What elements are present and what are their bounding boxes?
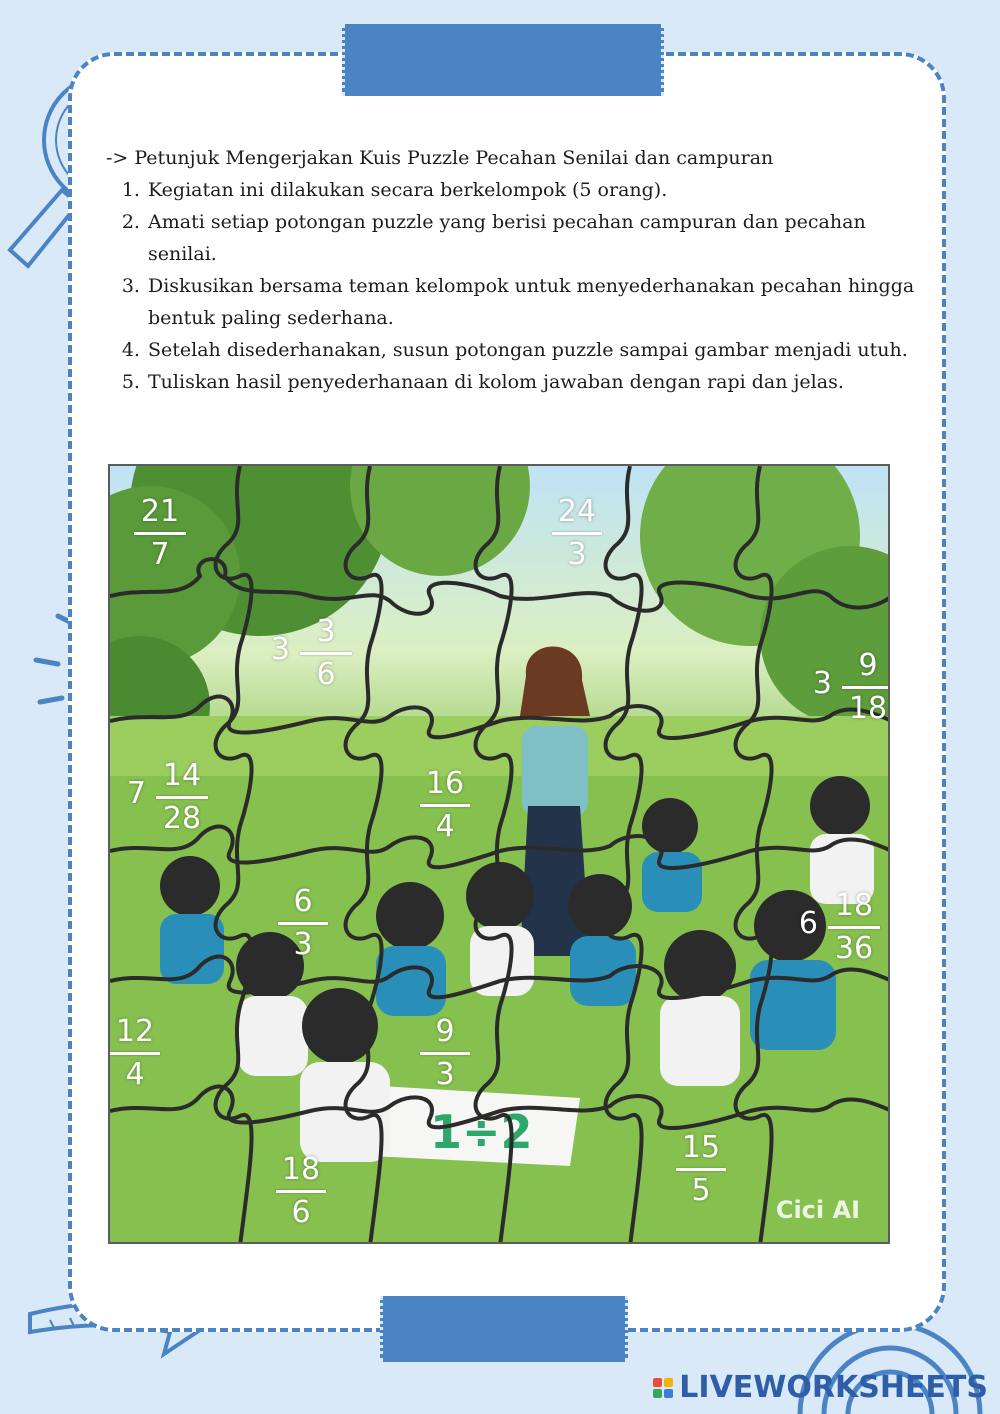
instruction-step: 1. Kegiatan ini dilakukan secara berkelompok (5 orang). bbox=[146, 174, 926, 206]
fraction-label: 18 6 bbox=[276, 1152, 326, 1231]
fraction-label: 16 4 bbox=[420, 766, 470, 845]
instruction-step: 4. Setelah disederhanakan, susun potongan puzzle sampai gambar menjadi utuh. bbox=[146, 334, 926, 366]
fraction-label: 6 3 bbox=[278, 884, 328, 963]
instruction-step: 5. Tuliskan hasil penyederhanaan di kolom jawaban dengan rapi dan jelas. bbox=[146, 366, 926, 398]
fraction-label: 3 3 6 bbox=[300, 614, 352, 693]
logo-icon bbox=[653, 1378, 673, 1398]
fraction-label: 3 9 18 bbox=[842, 648, 890, 727]
fraction-label: 12 4 bbox=[110, 1014, 160, 1093]
fraction-label: 24 3 bbox=[552, 494, 602, 573]
instructions bbox=[106, 142, 926, 398]
instruction-step: 2. Amati setiap potongan puzzle yang berisi pecahan campuran dan pecahan senilai. bbox=[146, 206, 926, 270]
fraction-label: 7 14 28 bbox=[156, 758, 208, 837]
board-text: 1÷2 bbox=[430, 1105, 533, 1159]
instructions-list bbox=[106, 174, 926, 398]
instruction-step: 3. Diskusikan bersama teman kelompok untuk menyederhanakan pecahan hingga bentuk paling sederhana. bbox=[146, 270, 926, 334]
instructions-heading: -> Petunjuk Mengerjakan Kuis Puzzle Pecahan Senilai dan campuran bbox=[106, 147, 774, 169]
fraction-label: 15 5 bbox=[676, 1130, 726, 1209]
brand-name: LIVEWORKSHEETS bbox=[679, 1370, 988, 1405]
fraction-label: 9 3 bbox=[420, 1014, 470, 1093]
liveworksheets-logo[interactable] bbox=[653, 1370, 988, 1405]
puzzle-grid bbox=[110, 466, 890, 1244]
fraction-label: 6 18 36 bbox=[828, 888, 880, 967]
fraction-label: 21 7 bbox=[134, 494, 186, 573]
tape-bottom bbox=[380, 1296, 628, 1362]
puzzle-image[interactable] bbox=[108, 464, 890, 1244]
image-watermark: Cici AI bbox=[775, 1196, 860, 1224]
tape-top bbox=[342, 24, 664, 96]
